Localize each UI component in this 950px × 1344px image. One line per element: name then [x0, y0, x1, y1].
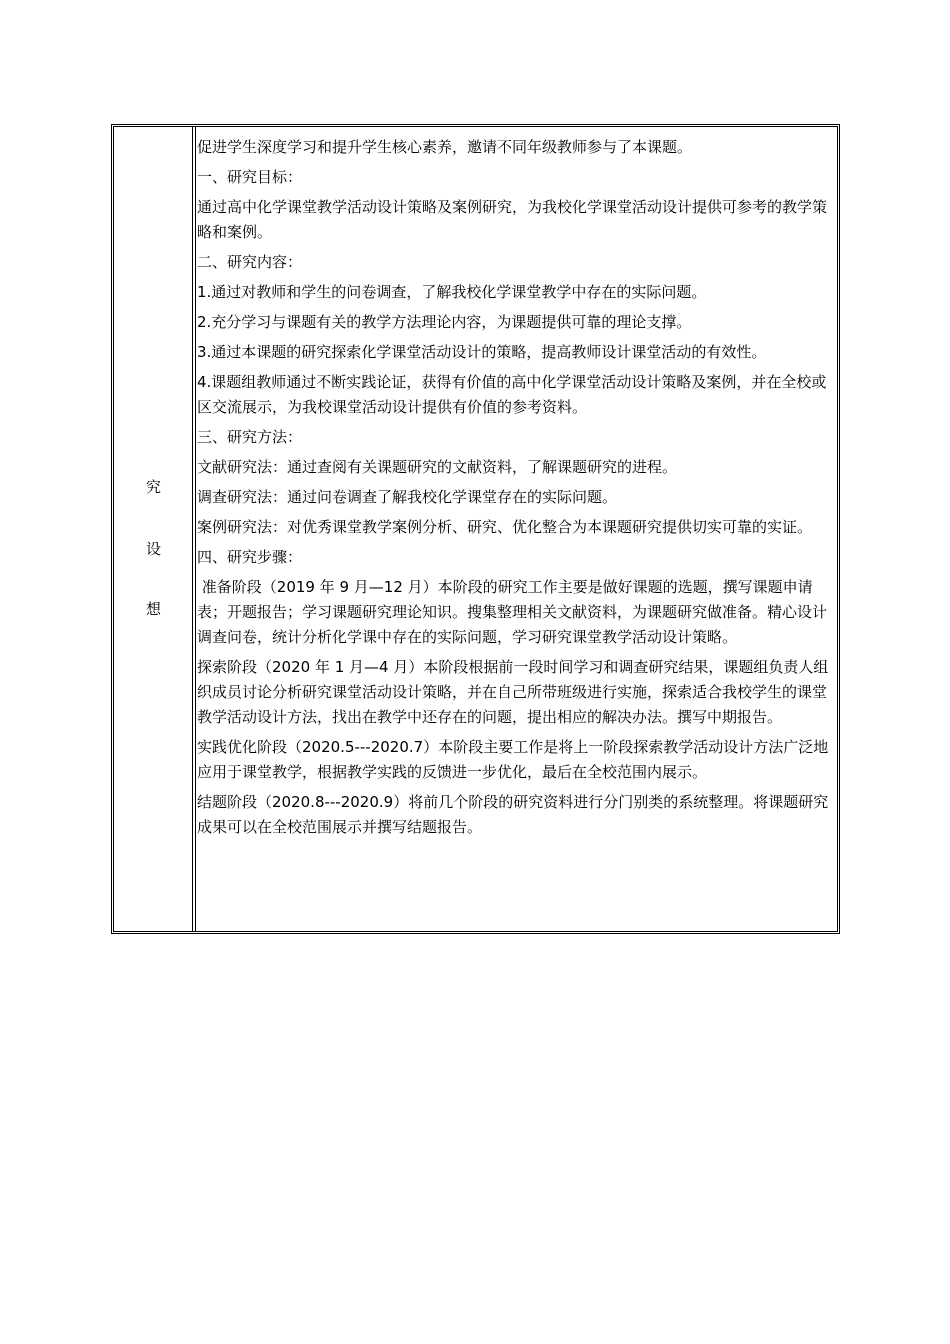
- heading-steps: 四、研究步骤：: [197, 548, 303, 566]
- content-item-4: 4.课题组教师通过不断实践论证，获得有价值的高中化学课堂活动设计策略及案例，并在全校或区交流展示，为我校课堂活动设计提供有价值的参考资料。: [197, 373, 827, 416]
- label-char-1: 究: [145, 478, 161, 496]
- content-item-1: 1.通过对教师和学生的问卷调查，了解我校化学课堂教学中存在的实际问题。: [197, 283, 707, 301]
- paragraph-goals: 通过高中化学课堂教学活动设计策略及案例研究，为我校化学课堂活动设计提供可参考的教学策略和案例。: [197, 198, 828, 241]
- step-practice: 实践优化阶段（2020.5---2020.7）本阶段主要工作是将上一阶段探索教学活动设计方法广泛地应用于课堂教学，根据教学实践的反馈进一步优化，最后在全校范围内展示。: [197, 738, 829, 781]
- step-conclusion: 结题阶段（2020.8---2020.9）将前几个阶段的研究资料进行分门别类的系统整理。将课题研究成果可以在全校范围展示并撰写结题报告。: [197, 793, 829, 836]
- label-char-3: 想: [145, 600, 161, 618]
- label-char-2: 设: [145, 540, 161, 558]
- step-exploration: 探索阶段（2020 年 1 月—4 月）本阶段根据前一段时间学习和调查研究结果，课题组负责人组织成员讨论分析研究课堂活动设计策略，并在自己所带班级进行实施，探索适合我校学生的课堂教学活动设计方法，找出在教学中还存在的问题，提出相应的解决办法。撰写中期报告。: [197, 658, 829, 726]
- research-design-table: [111, 124, 840, 934]
- row-label-cell: [114, 127, 193, 931]
- method-survey: 调查研究法：通过问卷调查了解我校化学课堂存在的实际问题。: [197, 488, 618, 506]
- content-item-2: 2.充分学习与课题有关的教学方法理论内容，为课题提供可靠的理论支撑。: [197, 313, 692, 331]
- method-literature: 文献研究法：通过查阅有关课题研究的文献资料，了解课题研究的进程。: [197, 458, 678, 476]
- content-item-3: 3.通过本课题的研究探索化学课堂活动设计的策略，提高教师设计课堂活动的有效性。: [197, 343, 767, 361]
- heading-content: 二、研究内容：: [197, 253, 303, 271]
- heading-methods: 三、研究方法：: [197, 428, 303, 446]
- method-case: 案例研究法：对优秀课堂教学案例分析、研究、优化整合为本课题研究提供切实可靠的实证。: [197, 518, 813, 536]
- step-preparation: 准备阶段（2019 年 9 月—12 月）本阶段的研究工作主要是做好课题的选题，撰写课题申请表；开题报告；学习课题研究理论知识。搜集整理相关文献资料，为课题研究做准备。精心设计调查问卷，统计分析化学课中存在的实际问题，学习研究课堂教学活动设计策略。: [197, 578, 828, 646]
- content-cell: [195, 127, 839, 931]
- heading-goals: 一、研究目标：: [197, 168, 303, 186]
- paragraph-intro: 促进学生深度学习和提升学生核心素养，邀请不同年级教师参与了本课题。: [197, 138, 693, 156]
